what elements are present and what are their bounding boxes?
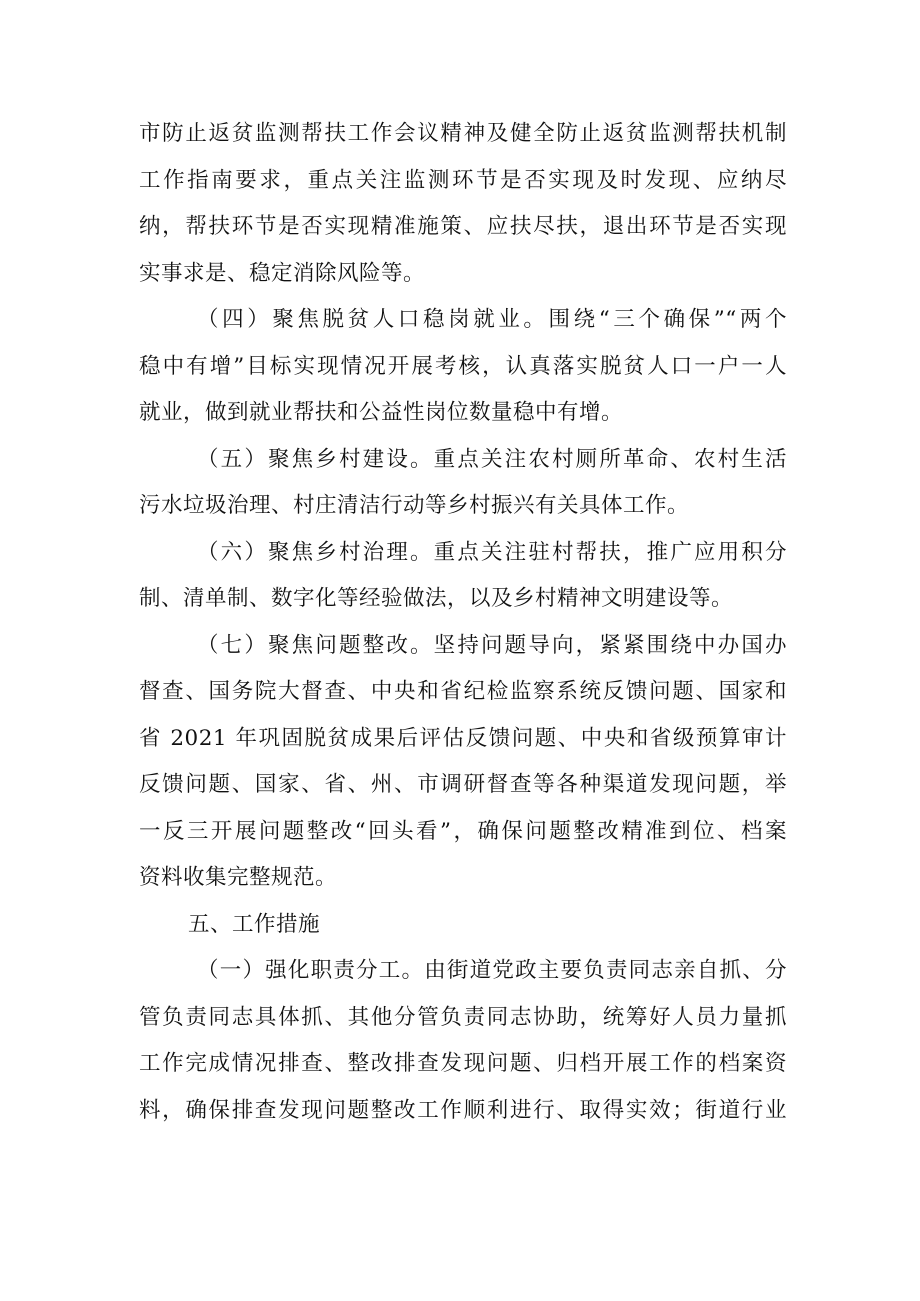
paragraph-line: （七）聚焦问题整改。坚持问题导向，紧紧围绕中办国办 <box>197 632 787 658</box>
paragraph-line: 工作完成情况排查、整改排查发现问题、归档开展工作的档案资 <box>139 1051 787 1076</box>
paragraph-line: 资料收集完整规范。 <box>139 865 338 890</box>
paragraph-line: 料，确保排查发现问题整改工作顺利进行、取得实效；街道行业 <box>139 1097 787 1123</box>
paragraph-line: 反馈问题、国家、省、州、市调研督查等各种渠道发现问题，举 <box>139 772 787 797</box>
paragraph-line: （六）聚焦乡村治理。重点关注驻村帮扶，推广应用积分 <box>197 539 787 565</box>
paragraph-line: 省 2021 年巩固脱贫成果后评估反馈问题、中央和省级预算审计 <box>139 725 787 751</box>
paragraph-line: 工作指南要求，重点关注监测环节是否实现及时发现、应纳尽 <box>139 167 787 193</box>
paragraph-line: 管负责同志具体抓、其他分管负责同志协助，统筹好人员力量抓 <box>139 1004 787 1030</box>
paragraph-line: （四）聚焦脱贫人口稳岗就业。围绕“三个确保”“两个 <box>197 307 787 332</box>
paragraph-line: 一反三开展问题整改“回头看”，确保问题整改精准到位、档案 <box>139 818 787 844</box>
paragraph-line: 纳，帮扶环节是否实现精准施策、应扶尽扶，退出环节是否实现 <box>139 214 787 239</box>
paragraph-line: （五）聚焦乡村建设。重点关注农村厕所革命、农村生活 <box>197 446 787 472</box>
paragraph-line: 污水垃圾治理、村庄清洁行动等乡村振兴有关具体工作。 <box>139 493 690 518</box>
paragraph-line: （一）强化职责分工。由街道党政主要负责同志亲自抓、分 <box>197 958 787 983</box>
paragraph-line: 制、清单制、数字化等经验做法，以及乡村精神文明建设等。 <box>139 586 734 611</box>
section-heading: 五、工作措施 <box>188 911 321 937</box>
paragraph-line: 督查、国务院大督查、中央和省纪检监察系统反馈问题、国家和 <box>139 679 787 704</box>
paragraph-line: 稳中有增”目标实现情况开展考核，认真落实脱贫人口一户一人 <box>139 353 787 379</box>
paragraph-line: 市防止返贫监测帮扶工作会议精神及健全防止返贫监测帮扶机制 <box>139 121 787 146</box>
paragraph-line: 实事求是、稳定消除风险等。 <box>139 260 426 286</box>
document-body <box>139 111 787 1134</box>
paragraph-line: 就业，做到就业帮扶和公益性岗位数量稳中有增。 <box>139 400 624 425</box>
